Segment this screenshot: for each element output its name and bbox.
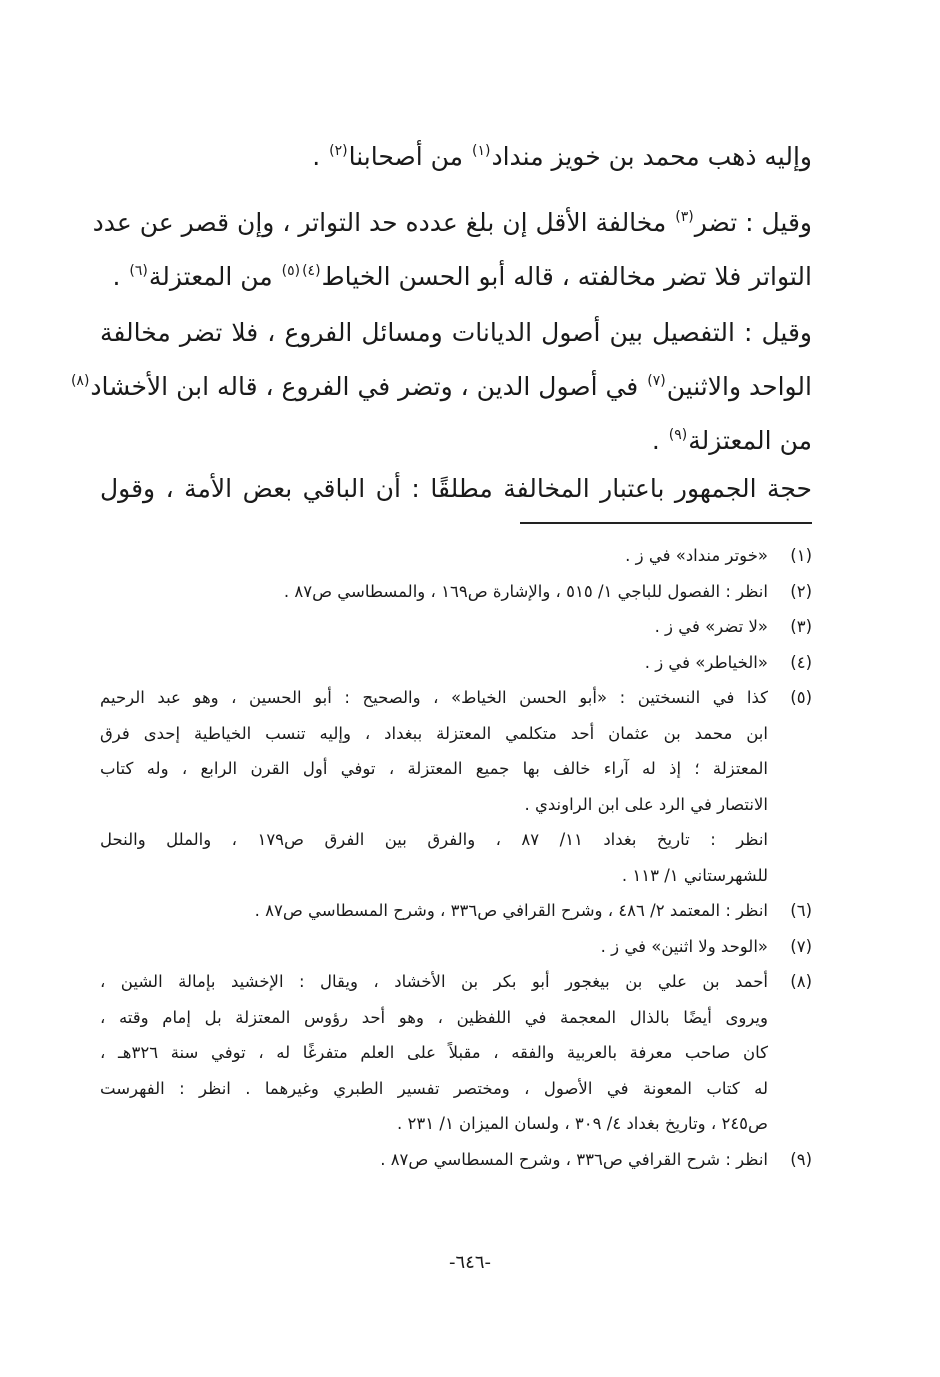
footnote-ref[interactable]: (٣)	[675, 209, 694, 225]
text-segment: .	[651, 426, 668, 455]
footnote-ref[interactable]: (٢)	[329, 143, 348, 159]
footnote-item	[100, 538, 812, 574]
footnote-text-line: انظر : شرح القرافي ص٣٣٦ ، وشرح المسطاسي ص٨٧ .	[380, 1149, 768, 1169]
footnote-text-line: المعتزلة ؛ إذ له آراء خالف بها جميع المعتزلة ، توفي أول القرن الرابع ، وله كتاب	[100, 759, 768, 778]
footnote-text-line: «خوتر منداد» في ز .	[625, 546, 768, 565]
text-segment: في أصول الدين ، وتضر في الفروع ، قاله ابن الأخشاد	[90, 372, 647, 401]
footnote-text-line: انظر : المعتمد ٢/ ٤٨٦ ، وشرح القرافي ص٣٣٦ ، وشرح المسطاسي ص٨٧ .	[254, 901, 768, 920]
footnote-text-line: للشهرستاني ١/ ١١٣ .	[621, 865, 768, 885]
footnote-ref[interactable]: (٨)	[70, 373, 90, 389]
text-segment: وقيل : التفصيل بين أصول الديانات ومسائل الفروع ، فلا تضر مخالفة	[100, 318, 812, 347]
footnote-number: (٨)	[790, 972, 812, 991]
paragraph-4	[100, 462, 812, 516]
text-segment: من المعتزلة	[148, 262, 281, 291]
footnote-ref[interactable]: (٦)	[129, 263, 148, 279]
footnote-number: (٤)	[790, 652, 812, 672]
footnote-ref[interactable]: (٤)	[302, 263, 321, 279]
footnote-number: (٩)	[790, 1149, 812, 1169]
text-segment: .	[112, 262, 129, 291]
footnote-ref[interactable]: (٧)	[647, 373, 666, 389]
footnote-text-line: كان صاحب معرفة بالعربية والفقه ، مقبلاً على العلم متفرغًا له ، توفي سنة ٣٢٦هـ ،	[100, 1043, 768, 1062]
footnote-text-line: ص٢٤٥ ، وتاريخ بغداد ٤/ ٣٠٩ ، ولسان الميزان ١/ ٢٣١ .	[397, 1114, 768, 1133]
text-segment: التواتر فلا تضر مخالفته ، قاله أبو الحسن الخياط	[321, 262, 812, 291]
footnote-number: (١)	[790, 546, 812, 565]
footnote-text-line: الانتصار في الرد على ابن الراوندي .	[524, 794, 768, 814]
text-segment: وقيل : تضر	[694, 208, 812, 237]
footnote-number: (٥)	[790, 688, 812, 707]
text-segment: حجة الجمهور باعتبار المخالفة مطلقًا : أن الباقي بعض الأمة ، وقول	[100, 474, 812, 503]
footnote-text-line: له كتاب المعونة في الأصول ، ومختصر تفسير الطبري وغيرهما . انظر : الفهرست	[100, 1078, 768, 1098]
footnote-text-line: ويروى أيضًا بالذال المعجمة في اللفظين ، وهو أحد رؤوس المعتزلة بل إمام وقته ،	[100, 1007, 768, 1027]
footnote-text-line: انظر : الفصول للباجي ١/ ٥١٥ ، والإشارة ص١٦٩ ، والمسطاسي ص٨٧ .	[283, 581, 768, 601]
text-line	[100, 462, 812, 516]
footnote-item	[100, 1142, 812, 1178]
footnote-item	[100, 680, 812, 893]
footnote-ref[interactable]: (٩)	[668, 427, 688, 443]
text-segment: من المعتزلة	[688, 426, 812, 455]
footnote-text-line: «الوحد ولا اثنين» في ز .	[600, 936, 768, 956]
footnote-text-line: كذا في النسختين : «أبو الحسن الخياط» ، والصحيح : أبو الحسين ، وهو عبد الرحيم	[100, 688, 768, 707]
footnote-number: (٣)	[790, 617, 812, 636]
footnote-item	[100, 645, 812, 681]
text-segment: من أصحابنا	[348, 142, 471, 171]
text-segment: وإليه ذهب محمد بن خويز منداد	[491, 142, 812, 171]
footnotes-section	[100, 538, 812, 1177]
page-number: -٦٤٦-	[448, 1252, 491, 1273]
footnote-text-line: ابن محمد بن عثمان أحد متكلمي المعتزلة ببغداد ، وإليه تنسب الخياطية إحدى فرق	[100, 723, 768, 743]
footnote-item	[100, 893, 812, 929]
text-line	[100, 414, 812, 468]
footnote-number: (٢)	[790, 581, 812, 601]
footnote-text-line: «الخياطر» في ز .	[644, 652, 768, 672]
footnote-ref[interactable]: (١)	[471, 143, 491, 159]
text-line	[70, 360, 812, 414]
footnote-text-line: «لا تضر» في ز .	[654, 617, 768, 636]
footnote-item	[100, 609, 812, 645]
paragraph-1	[100, 130, 812, 184]
footnote-separator	[520, 522, 812, 524]
text-line	[100, 306, 812, 360]
text-segment: .	[312, 142, 329, 171]
footnote-item	[100, 574, 812, 610]
paragraph-2	[92, 196, 812, 304]
footnote-text-line: أحمد بن علي بن بيغجور أبو بكر بن الأخشاد ، ويقال : الإخشيد بإمالة الشين ،	[100, 972, 768, 991]
text-line	[100, 130, 812, 184]
text-segment: مخالفة الأقل إن بلغ عدده حد التواتر ، وإن قصر عن عدد	[92, 208, 675, 237]
text-line	[100, 250, 812, 304]
paragraph-3	[70, 306, 812, 468]
text-segment: الواحد والاثنين	[666, 372, 812, 401]
footnote-item	[100, 964, 812, 1142]
text-line	[92, 196, 812, 250]
footnote-number: (٦)	[790, 901, 812, 920]
footnote-text-line: انظر : تاريخ بغداد ١١/ ٨٧ ، والفرق بين الفرق ص١٧٩ ، والملل والنحل	[100, 830, 769, 849]
footnote-ref[interactable]: (٥)	[281, 263, 301, 279]
footnote-item	[100, 929, 812, 965]
footnote-number: (٧)	[790, 936, 812, 956]
